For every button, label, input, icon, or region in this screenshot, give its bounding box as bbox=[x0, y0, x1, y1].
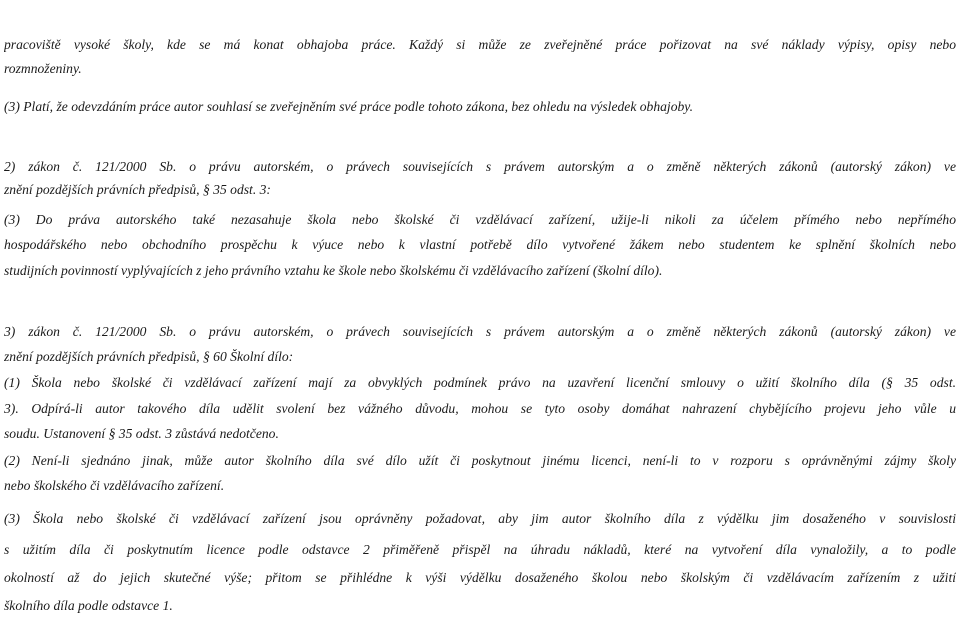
text-line: (3) Do práva autorského také nezasahuje škola nebo školské či vzdělávací zařízení, užije-li nikoli za účelem přímého nebo nepřímého bbox=[4, 212, 956, 227]
text-line: 3). Odpírá-li autor takového díla udělit svolení bez vážného důvodu, mohou se tyto osoby domáhat nahrazení chybějícího projevu jeho vůle u bbox=[4, 401, 956, 416]
text-line: s užitím díla či poskytnutím licence podle odstavce 2 přiměřeně přispěl na úhradu nákladů, které na vytvoření díla vynaložily, a to podle bbox=[4, 542, 956, 557]
text-line: rozmnoženiny. bbox=[4, 61, 82, 76]
text-line: 3) zákon č. 121/2000 Sb. o právu autorském, o právech souvisejících s právem autorským a o změně některých zákonů (autorský zákon) ve bbox=[4, 324, 956, 339]
text-line: okolností až do jejich skutečné výše; přitom se přihlédne k výši výdělku dosaženého školou nebo školským či vzdělávacím zařízením z užití bbox=[4, 570, 956, 585]
text-line: (1) Škola nebo školské či vzdělávací zařízení mají za obvyklých podmínek právo na uzavření licenční smlouvy o užití školního díla (§ 35 odst. bbox=[4, 375, 956, 390]
text-line: 2) zákon č. 121/2000 Sb. o právu autorském, o právech souvisejících s právem autorským a o změně některých zákonů (autorský zákon) ve bbox=[4, 159, 956, 174]
text-line: hospodářského nebo obchodního prospěchu k výuce nebo k vlastní potřebě dílo vytvořené žákem nebo studentem ke splnění školních nebo bbox=[4, 237, 956, 252]
text-line: školního díla podle odstavce 1. bbox=[4, 598, 173, 613]
text-line: (2) Není-li sjednáno jinak, může autor školního díla své dílo užít či poskytnout jinému licenci, není-li to v rozporu s oprávněnými zájmy školy bbox=[4, 453, 956, 468]
text-line: nebo školského či vzdělávacího zařízení. bbox=[4, 478, 225, 493]
text-line: (3) Škola nebo školské či vzdělávací zařízení jsou oprávněny požadovat, aby jim autor školního díla z výdělku jim dosaženého v souvislosti bbox=[4, 511, 956, 526]
text-line: studijních povinností vyplývajících z jeho právního vztahu ke škole nebo školskému či vzdělávacího zařízení (školní dílo). bbox=[4, 263, 663, 278]
text-line: pracoviště vysoké školy, kde se má konat obhajoba práce. Každý si může ze zveřejněné práce pořizovat na své náklady výpisy, opisy nebo bbox=[4, 37, 956, 52]
text-line: znění pozdějších právních předpisů, § 35 odst. 3: bbox=[4, 182, 271, 197]
text-line: znění pozdějších právních předpisů, § 60 Školní dílo: bbox=[4, 349, 294, 364]
text-line: (3) Platí, že odevzdáním práce autor souhlasí se zveřejněním své práce podle tohoto zákona, bez ohledu na výsledek obhajoby. bbox=[4, 99, 693, 114]
text-line: soudu. Ustanovení § 35 odst. 3 zůstává nedotčeno. bbox=[4, 426, 279, 441]
